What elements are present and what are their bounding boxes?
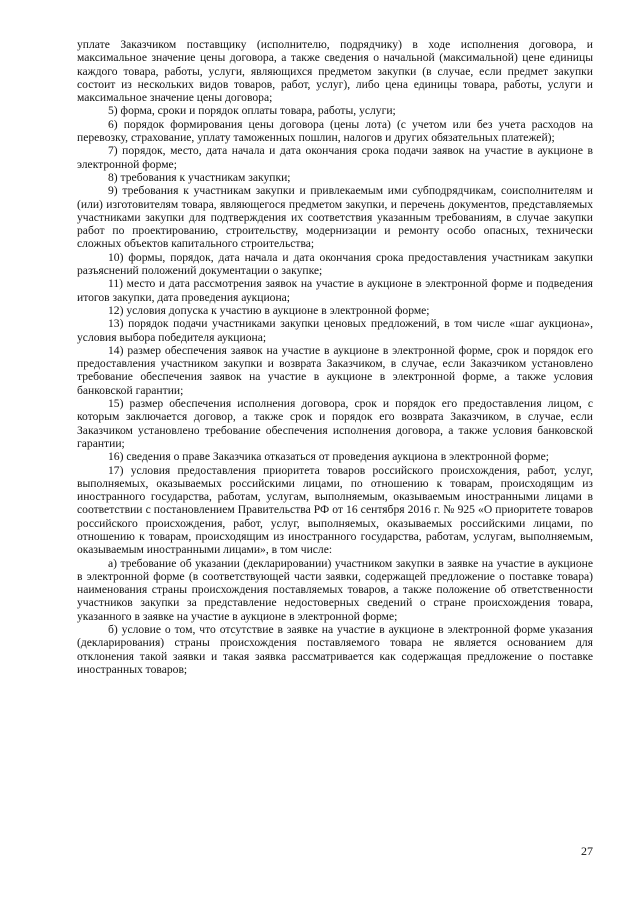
- paragraph-item-16: 16) сведения о праве Заказчика отказаться от проведения аукциона в электронной форме;: [108, 450, 550, 464]
- paragraph-item-8: 8) требования к участникам закупки;: [108, 170, 291, 184]
- paragraph-item-15: 15) размер обеспечения исполнения договора, срок и порядок его предоставления лицом, с которым заключается договор, а также срок и порядок его возврата Заказчиком, в случае, если Заказчиком установлено требование обеспечения исполнения договора, а также условия банковской гарантии;: [77, 397, 593, 450]
- paragraph-item-9: 9) требования к участникам закупки и привлекаемым ими субподрядчикам, соисполнителям и (или) изготовителям товара, являющегося предметом закупки, и перечень документов, представляемых участниками закупки для подтверждения их соответствия указанным требованиям, в случае закупки работ по проектированию, строительству, модернизации и ремонту особо опасных, технически сложных объектов капитального строительства;: [77, 184, 593, 251]
- paragraph-item-5: 5) форма, сроки и порядок оплаты товара, работы, услуги;: [108, 104, 396, 118]
- paragraph-subitem-a: а) требование об указании (декларировании) участником закупки в заявке на участие в аукционе в электронной форме (в соответствующей части заявки, содержащей предложение о поставке товара) наименования страны происхождения поставляемых товаров, а также положение об ответственности участников закупки за представление недостоверных сведений о стране происхождения товара, указанного в заявке на участие в аукционе в электронной форме;: [77, 556, 593, 623]
- page-number: 27: [581, 844, 593, 858]
- paragraph-item-10: 10) формы, порядок, дата начала и дата окончания срока предоставления участникам закупки разъяснений положений документации о закупке;: [77, 250, 593, 278]
- document-body: [77, 38, 593, 676]
- paragraph-continuation: уплате Заказчиком поставщику (исполнителю, подрядчику) в ходе исполнения договора, и максимальное значение цены договора, а также сведения о начальной (максимальной) цене единицы каждого товара, работы, услуги, являющихся предметом закупки (в случае, если предмет закупки состоит из нескольких видов товаров, работ, услуг), либо цена единицы товара, работы, услуги и максимальное значение цены договора;: [77, 38, 593, 105]
- paragraph-item-17: 17) условия предоставления приоритета товаров российского происхождения, работ, услуг, выполняемых, оказываемых российскими лицами, по отношению к товарам, происходящим из иностранного государства, работам, услугам, выполняемым, оказываемым иностранными лицами в соответствии с постановлением Правительства РФ от 16 сентября 2016 г. № 925 «О приоритете товаров российского происхождения, работ, услуг, выполняемых, оказываемых российскими лицами, по отношению к товарам, происходящим из иностранного государства, работам, услугам, выполняемым, оказываемым иностранными лицами», в том числе:: [77, 463, 593, 557]
- paragraph-item-7: 7) порядок, место, дата начала и дата окончания срока подачи заявок на участие в аукционе в электронной форме;: [77, 144, 593, 171]
- paragraph-item-13: 13) порядок подачи участниками закупки ценовых предложений, в том числе «шаг аукциона», условия выбора победителя аукциона;: [77, 317, 593, 344]
- paragraph-item-11: 11) место и дата рассмотрения заявок на участие в аукционе в электронной форме и подведения итогов закупки, дата проведения аукциона;: [77, 277, 593, 304]
- paragraph-item-6: 6) порядок формирования цены договора (цены лота) (с учетом или без учета расходов на перевозку, страхование, уплату таможенных пошлин, налогов и других обязательных платежей);: [77, 117, 593, 145]
- paragraph-subitem-b: б) условие о том, что отсутствие в заявке на участие в аукционе в электронной форме указания (декларирования) страны происхождения поставляемого товара не является основанием для отклонения такой заявки и такая заявка рассматривается как содержащая предложение о поставке иностранных товаров;: [77, 623, 593, 676]
- paragraph-item-14: 14) размер обеспечения заявок на участие в аукционе в электронной форме, срок и порядок его предоставления участником закупки и возврата Заказчиком, в случае, если Заказчиком установлено требование обеспечения заявок на участие в аукционе в электронной форме, а также условия банковской гарантии;: [77, 343, 593, 397]
- paragraph-item-12: 12) условия допуска к участию в аукционе в электронной форме;: [108, 303, 430, 317]
